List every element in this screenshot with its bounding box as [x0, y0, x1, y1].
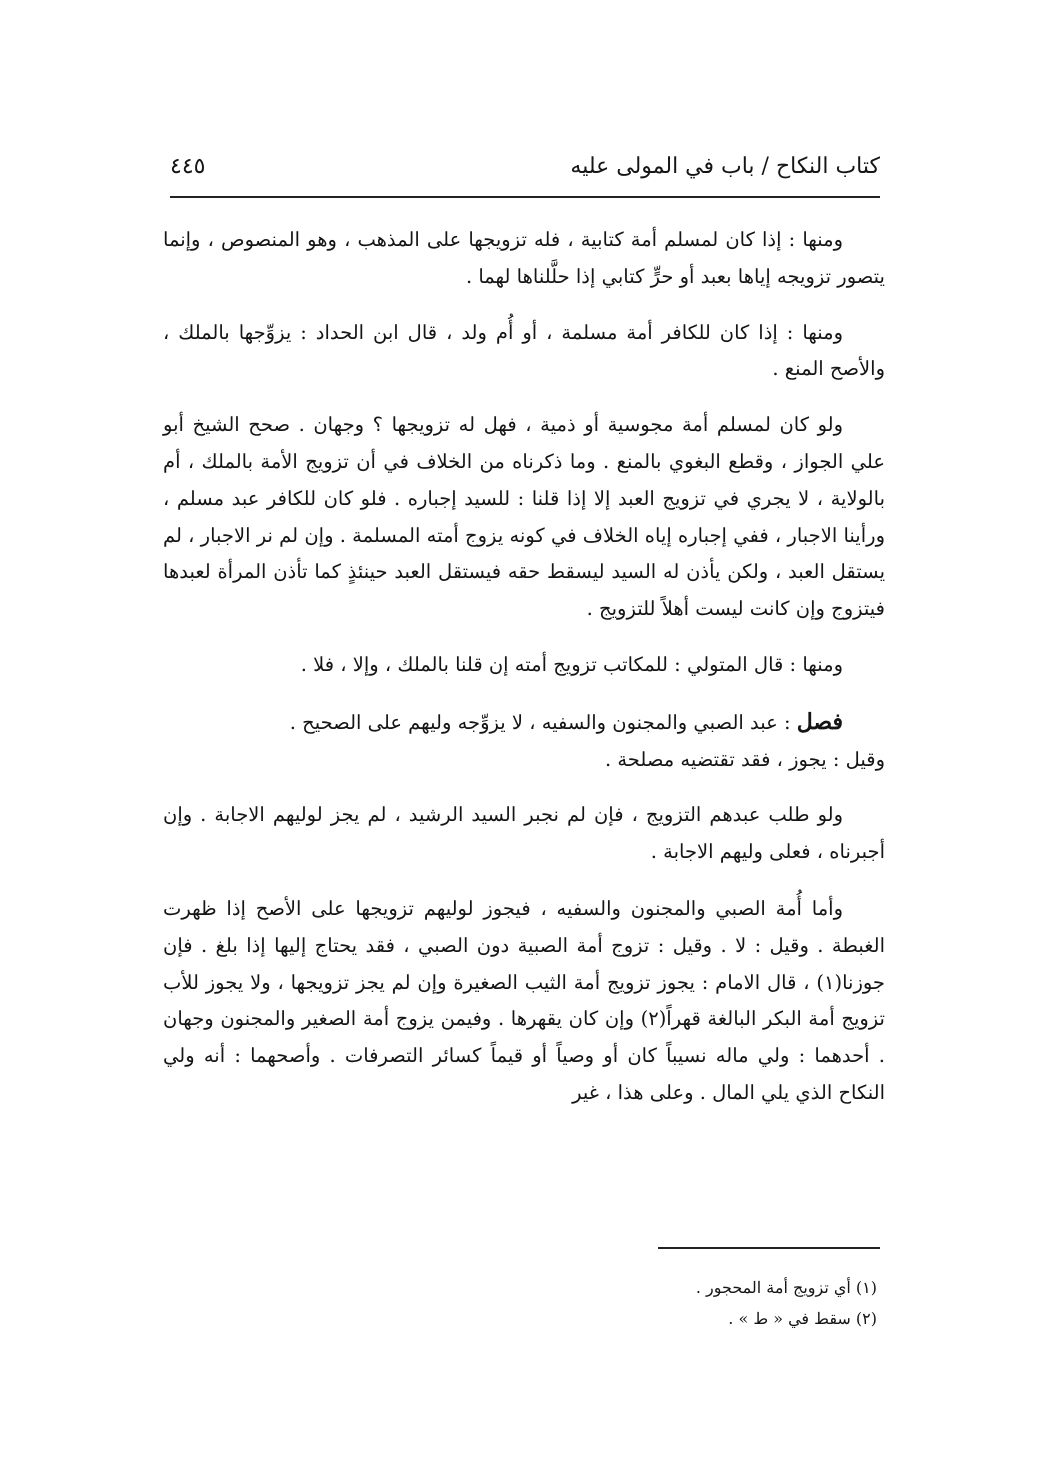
paragraph: وأما أُمة الصبي والمجنون والسفيه ، فيجوز لوليهم تزويجها على الأصح إذا ظهرت الغبطة . وقيل : لا . وقيل : تزوج أمة الصبية دون الصبي ، فقد يحتاج إليها إذا بلغ . فإن جوزنا(١) ، قال الامام : يجوز تزويج أمة الثيب الصغيرة وإن لم يجز تزويجها ، ولا يجوز للأب تزويج أمة البكر البالغة قهراً(٢) وإن كان يقهرها . وفيمن يزوج أمة الصغير والمجنون وجهان . أحدهما : ولي ماله نسيباً كان أو وصياً أو قيماً كسائر التصرفات . وأصحهما : أنه ولي النكاح الذي يلي المال . وعلى هذا ، غير — [163, 896, 885, 1104]
fasl-paragraph — [163, 704, 885, 742]
paragraph: ولو كان لمسلم أمة مجوسية أو ذمية ، فهل له تزويجها ؟ وجهان . صحح الشيخ أبو علي الجواز ، وقطع البغوي بالمنع . وما ذكرناه من الخلاف في أن تزويج الأمة بالملك ، أم بالولاية ، لا يجري في تزويج العبد إلا إذا قلنا : للسيد إجباره . فلو كان للكافر عبد مسلم ، ورأينا الاجبار ، ففي إجباره إياه الخلاف في كونه يزوج أمته المسلمة . وإن لم نر الاجبار ، لم يستقل العبد ، ولكن يأذن له السيد ليسقط حقه فيستقل العبد حينئذٍ كما تأذن المرأة لعبدها فيتزوج وإن كانت ليست أهلاً للتزويج . — [163, 413, 885, 621]
paragraph: ومنها : إذا كان للكافر أمة مسلمة ، أو أُم ولد ، قال ابن الحداد : يزوِّجها بالملك ، والأصح المنع . — [163, 320, 885, 381]
footnote: (١) أي تزويج أمة المحجور . — [695, 1278, 877, 1297]
page-header — [170, 150, 880, 192]
paragraph: ومنها : إذا كان لمسلم أمة كتابية ، فله تزويجها على المذهب ، وهو المنصوص ، وإنما يتصور تزويجه إياها بعبد أو حرٍّ كتابي إذا حلَّلناها لهما . — [163, 228, 885, 288]
paragraph: وقيل : يجوز ، فقد تقتضيه مصلحة . — [604, 747, 885, 771]
fasl-text: : عبد الصبي والمجنون والسفيه ، لا يزوِّجه وليهم على الصحيح . — [289, 710, 797, 734]
fasl-heading: فصل — [796, 708, 843, 735]
header-rule — [170, 196, 880, 198]
body-text — [163, 222, 885, 1112]
running-title: كتاب النكاح / باب في المولى عليه — [570, 154, 880, 179]
page-number: ٤٤٥ — [170, 154, 206, 179]
paragraph: ولو طلب عبدهم التزويج ، فإن لم نجبر السيد الرشيد ، لم يجز لوليهم الاجابة . وإن أجبرناه ، فعلى وليهم الاجابة . — [163, 803, 885, 864]
paragraph: ومنها : قال المتولي : للمكاتب تزويج أمته إن قلنا بالملك ، وإلا ، فلا . — [300, 652, 843, 676]
footnotes — [377, 1272, 877, 1334]
footnote: (٢) سقط في « ط » . — [728, 1309, 877, 1328]
footnote-rule — [658, 1247, 880, 1249]
